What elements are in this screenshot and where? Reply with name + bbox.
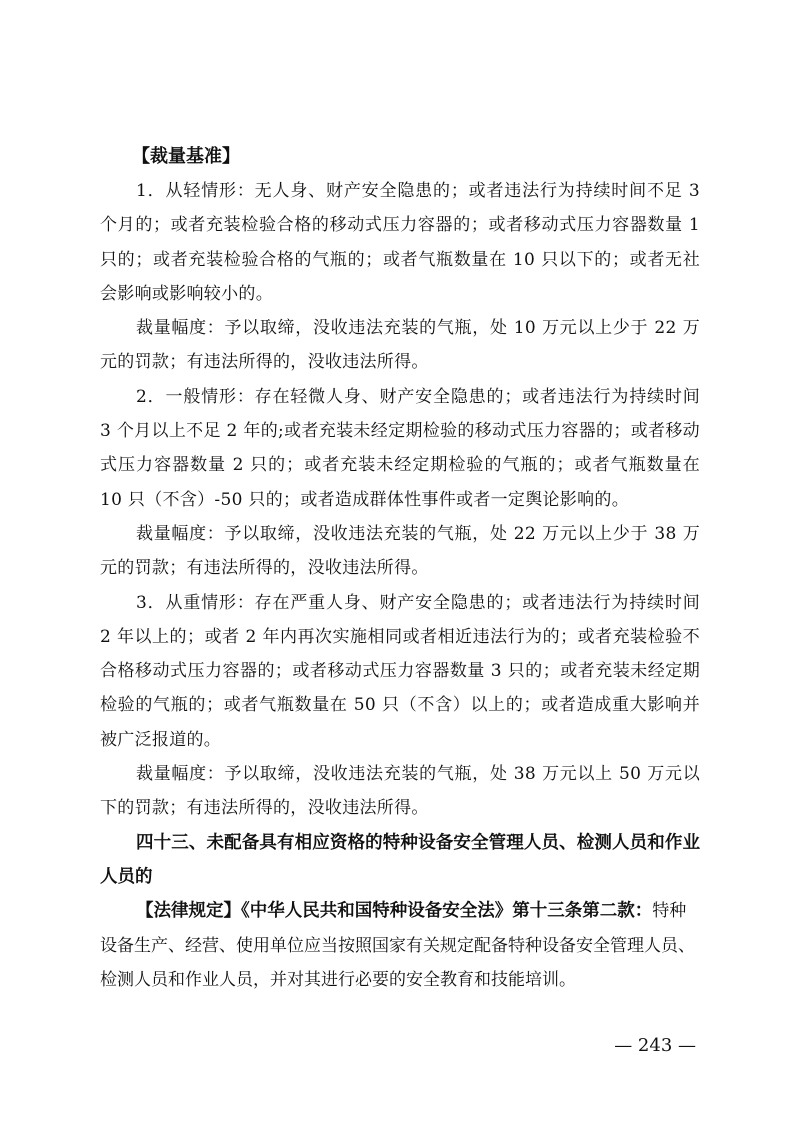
law-reference-text: 特种设备生产、经营、使用单位应当按照国家有关规定配备特种设备安全管理人员、检测人员和作业人员，并对其进行必要的安全教育和技能培训。 (100, 901, 695, 990)
page-number: — 243 — (614, 1035, 696, 1056)
paragraph-lenient-circumstances: 1．从轻情形：无人身、财产安全隐患的；或者违法行为持续时间不足 3 个月的；或者充装检验合格的移动式压力容器的；或者移动式压力容器数量 1 只的；或者充装检验合格的气瓶的；或者气瓶数量在 10 只以下的；或者无社会影响或影响较小的。 (100, 181, 700, 304)
paragraph-severe-circumstances: 3．从重情形：存在严重人身、财产安全隐患的；或者违法行为持续时间 2 年以上的；或者 2 年内再次实施相同或者相近违法行为的；或者充装检验不合格移动式压力容器的；或者移动式压力容器数量 3 只的；或者充装未经定期检验的气瓶的；或者气瓶数量在 50 只（不含）以上的；或者造成重大影响并被广泛报道的。 (100, 592, 700, 750)
section-title-43: 四十三、未配备具有相应资格的特种设备安全管理人员、检测人员和作业人员的 (100, 832, 700, 887)
document-body (100, 140, 700, 997)
section-heading-discretion-standard: 【裁量基准】 (132, 146, 240, 167)
paragraph-general-circumstances: 2．一般情形：存在轻微人身、财产安全隐患的；或者违法行为持续时间 3 个月以上不足 2 年的;或者充装未经定期检验的移动式压力容器的；或者移动式压力容器数量 2 只的；或者充装未经定期检验的气瓶的；或者气瓶数量在 10 只（不含）-50 只的；或者造成群体性事件或者一定舆论影响的。 (100, 386, 700, 510)
paragraph-general-penalty: 裁量幅度：予以取缔，没收违法充装的气瓶，处 22 万元以上少于 38 万元的罚款；有违法所得的，没收违法所得。 (100, 523, 700, 579)
paragraph-lenient-penalty: 裁量幅度：予以取缔，没收违法充装的气瓶，处 10 万元以上少于 22 万元的罚款；有违法所得的，没收违法所得。 (100, 318, 700, 373)
law-reference-label: 【法律规定】《中华人民共和国特种设备安全法》第十三条第二款： (136, 901, 653, 922)
paragraph-severe-penalty: 裁量幅度：予以取缔，没收违法充装的气瓶，处 38 万元以上 50 万元以下的罚款；有违法所得的，没收违法所得。 (100, 764, 700, 819)
law-reference (100, 894, 700, 997)
